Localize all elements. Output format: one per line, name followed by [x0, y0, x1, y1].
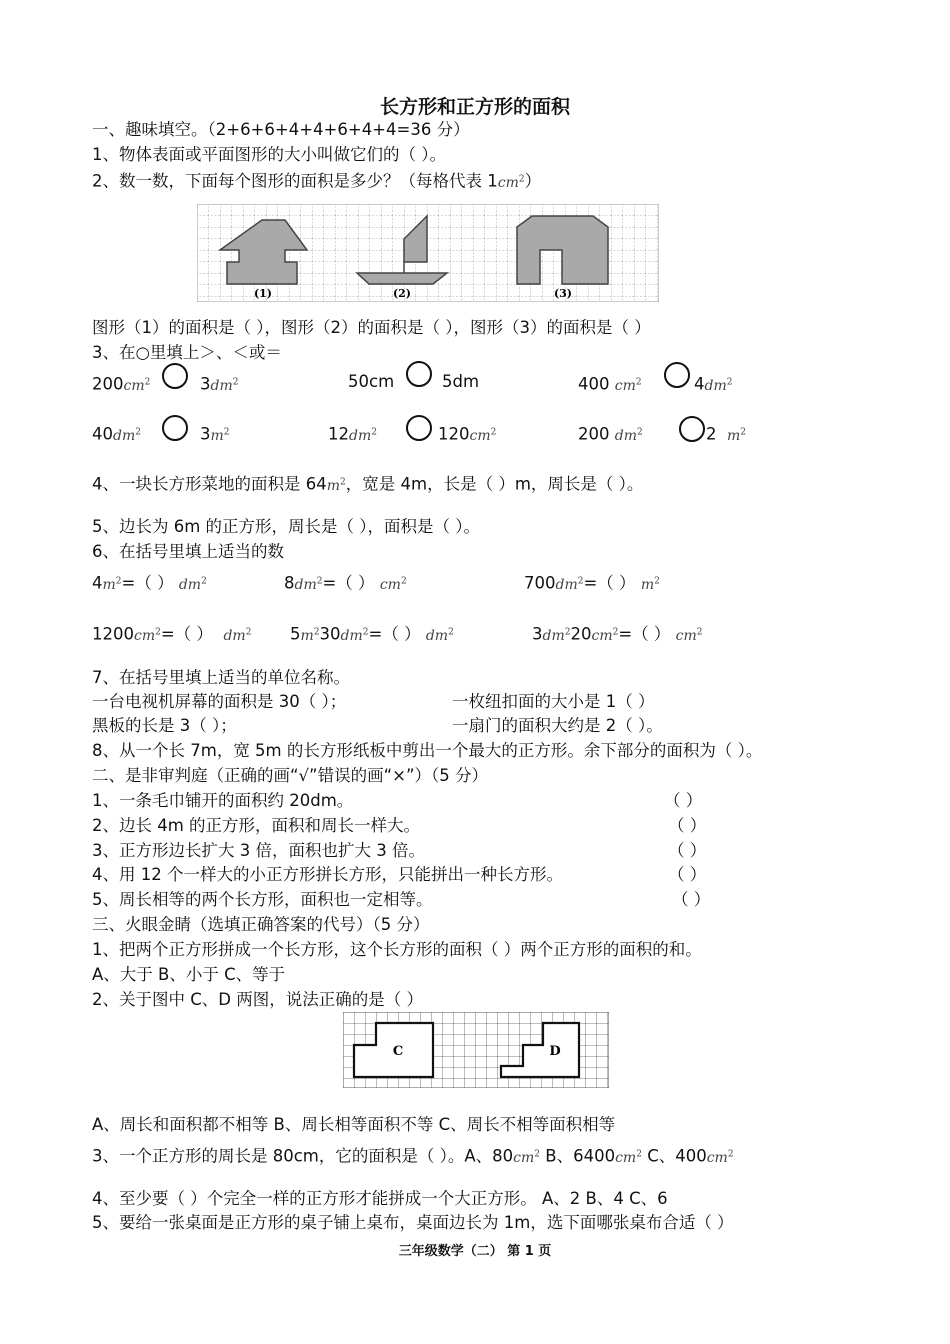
tf-4: 4、用 12 个一样大的小正方形拼长方形，只能拼出一种长方形。 [92, 865, 563, 884]
q1-7-a: 一台电视机屏幕的面积是 30（ ）； [92, 692, 347, 711]
page-footer: 三年级数学（二） 第 1 页 [398, 1244, 552, 1259]
q1-8: 8、从一个长 7m，宽 5m 的长方形纸板中剪出一个最大的正方形。余下部分的面积为（ ）。 [92, 741, 763, 760]
q1-5: 5、边长为 6m 的正方形，周长是（ ），面积是（ ）。 [92, 517, 481, 536]
q1-3: 3、在○里填上＞、＜或＝ [92, 343, 282, 362]
cd-figures [343, 1012, 609, 1088]
tf-5-blank[interactable]: （ ） [672, 890, 711, 909]
conv-1: $4m^2=$（ ） $dm^2$ [92, 573, 207, 593]
cmp-5-right: $120cm^2$ [438, 424, 497, 444]
cmp-4-left: $40dm^2$ [92, 424, 141, 444]
figure-3 [517, 216, 608, 284]
compare-circle[interactable] [162, 363, 188, 389]
mc-1: 1、把两个正方形拼成一个长方形，这个长方形的面积（ ）两个正方形的面积的和。 [92, 940, 702, 959]
svg-text:D: D [549, 1044, 561, 1059]
unit-cm2: $cm^2$ [497, 174, 525, 191]
compare-circle[interactable] [162, 415, 188, 441]
tf-2: 2、边长 4m 的正方形，面积和周长一样大。 [92, 816, 421, 835]
conv-5: $5m^230dm^2=$（ ） $dm^2$ [290, 624, 454, 644]
fig-label-3: (3) [553, 287, 573, 300]
fig-label-2: (2) [392, 287, 412, 300]
conv-6: $3dm^220cm^2=$（ ） $cm^2$ [532, 624, 703, 644]
compare-circle[interactable] [664, 362, 690, 388]
conv-2: $8dm^2=$（ ） $cm^2$ [284, 573, 407, 593]
cmp-3-right: $4dm^2$ [694, 374, 733, 394]
section-3-header: 三、火眼金睛（选填正确答案的代号）（5 分） [92, 915, 430, 934]
q1-6: 6、在括号里填上适当的数 [92, 542, 284, 561]
q1-7-d: 一扇门的面积大约是 2（ ）。 [452, 716, 663, 735]
cmp-1-right: $3dm^2$ [200, 374, 239, 394]
q1-1: 1、物体表面或平面图形的大小叫做它们的（ ）。 [92, 145, 446, 164]
mc-1-options: A、大于 B、小于 C、等于 [92, 965, 286, 984]
compare-circle[interactable] [679, 416, 705, 442]
tf-5: 5、周长相等的两个长方形，面积也一定相等。 [92, 890, 433, 909]
section-2-header: 二、是非审判庭（正确的画“√”错误的画“×”）（5 分） [92, 766, 489, 785]
section-1-header: 一、趣味填空。（2+6+6+4+4+6+4+4=36 分） [92, 120, 470, 139]
tf-4-blank[interactable]: （ ） [668, 865, 707, 884]
cmp-6-right: 2 $m^2$ [706, 424, 747, 444]
cmp-1-left: $200cm^2$ [92, 374, 151, 394]
tf-1-blank[interactable]: （ ） [664, 791, 703, 810]
mc-5: 5、要给一张桌面是正方形的桌子铺上桌布，桌面边长为 1m，选下面哪张桌布合适（ ） [92, 1213, 734, 1232]
q1-7-b: 一枚纽扣面的大小是 1（ ） [452, 692, 655, 711]
mc-3: 3、一个正方形的周长是 80cm，它的面积是（ ）。A、$80cm^2$ B、$6400cm^2$ C、$400cm^2$ [92, 1146, 734, 1166]
conv-4: $1200cm^2=$（ ） $dm^2$ [92, 624, 252, 644]
cmp-4-right: $3m^2$ [200, 424, 230, 444]
compare-circle[interactable] [406, 361, 432, 387]
q1-7-c: 黑板的长是 3（ ）； [92, 716, 237, 735]
tf-3-blank[interactable]: （ ） [668, 841, 707, 860]
cmp-2-right: 5dm [442, 372, 480, 391]
q1-7: 7、在括号里填上适当的单位名称。 [92, 668, 350, 687]
page-title: 长方形和正方形的面积 [379, 96, 570, 118]
q1-4: 4、一块长方形菜地的面积是 $64m^2$，宽是 4m，长是（ ）m，周长是（ ）。 [92, 474, 644, 494]
q1-2: 2、数一数，下面每个图形的面积是多少？（每格代表 $1cm^2$） [92, 171, 542, 191]
compare-circle[interactable] [406, 415, 432, 441]
mc-2-options: A、周长和面积都不相等 B、周长相等面积不等 C、周长不相等面积相等 [92, 1115, 616, 1134]
conv-3: $700dm^2=$（ ） $m^2$ [524, 573, 660, 593]
fig-label-1: (1) [253, 287, 273, 300]
svg-text:C: C [392, 1044, 404, 1059]
tf-1: 1、一条毛巾铺开的面积约 20dm。 [92, 791, 354, 810]
cmp-2-left: 50cm [348, 372, 395, 391]
cmp-5-left: $12dm^2$ [328, 424, 377, 444]
q1-2-answer: 图形（1）的面积是（ ），图形（2）的面积是（ ），图形（3）的面积是（ ） [92, 318, 651, 337]
tf-2-blank[interactable]: （ ） [668, 816, 707, 835]
mc-4: 4、至少要（ ）个完全一样的正方形才能拼成一个大正方形。 A、2 B、4 C、6 [92, 1189, 668, 1208]
area-figures [197, 204, 659, 302]
tf-3: 3、正方形边长扩大 3 倍，面积也扩大 3 倍。 [92, 841, 425, 860]
cmp-3-left: 400 $cm^2$ [578, 374, 642, 394]
mc-2: 2、关于图中 C、D 两图，说法正确的是（ ） [92, 990, 423, 1009]
cmp-6-left: 200 $dm^2$ [578, 424, 643, 444]
